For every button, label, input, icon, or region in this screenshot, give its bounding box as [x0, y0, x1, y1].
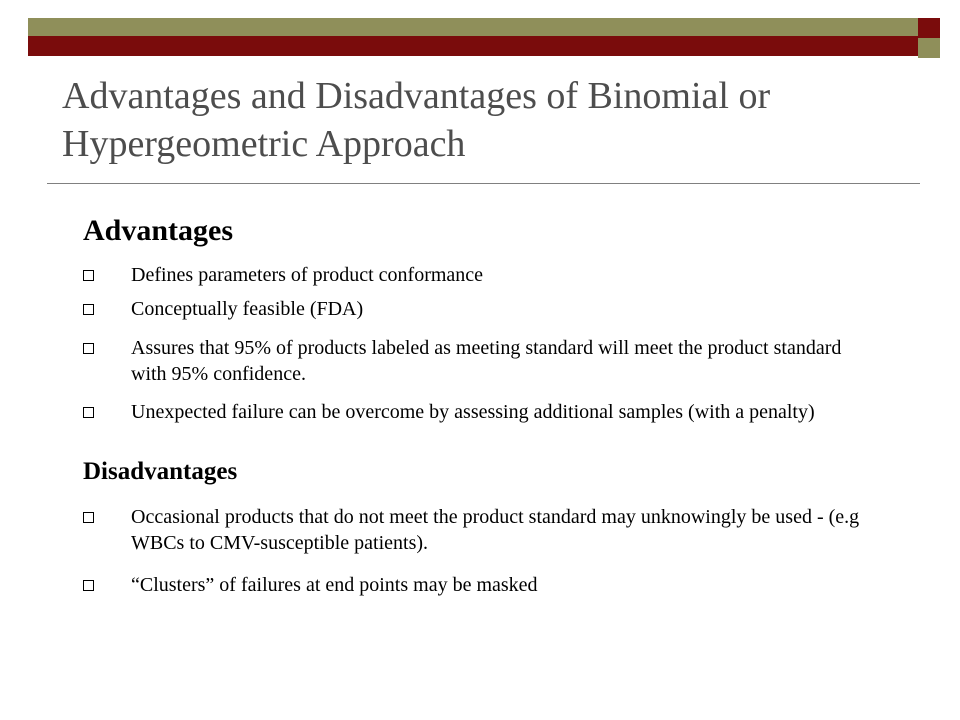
- band-corner-olive: [918, 38, 940, 58]
- slide-title: Advantages and Disadvantages of Binomial or Hypergeometric Approach: [62, 75, 771, 165]
- band-maroon-stripe: [28, 36, 918, 56]
- title-divider: [47, 183, 920, 184]
- disadvantages-heading: Disadvantages: [83, 458, 238, 485]
- advantage-item-text: Conceptually feasible (FDA): [131, 298, 364, 320]
- disadvantage-item-text: Occasional products that do not meet the product standard may unknowingly be used - (e.g WBCs to CMV-susceptible patients).: [131, 506, 860, 554]
- band-corner-maroon: [918, 18, 940, 38]
- disadvantage-item-text: “Clusters” of failures at end points may be masked: [131, 574, 538, 596]
- advantage-item-text: Unexpected failure can be overcome by assessing additional samples (with a penalty): [131, 401, 815, 423]
- advantage-item-text: Assures that 95% of products labeled as meeting standard will meet the product standard with 95% confidence.: [131, 337, 842, 385]
- hollow-square-icon: [83, 343, 94, 354]
- advantage-item: [83, 262, 873, 288]
- top-band-stripes: [28, 18, 918, 56]
- disadvantage-item: [83, 504, 873, 556]
- hollow-square-icon: [83, 512, 94, 523]
- advantage-item: [83, 335, 873, 387]
- hollow-square-icon: [83, 270, 94, 281]
- hollow-square-icon: [83, 580, 94, 591]
- advantage-item: [83, 296, 873, 322]
- advantage-item-text: Defines parameters of product conformance: [131, 264, 484, 286]
- disadvantage-item: [83, 572, 873, 598]
- hollow-square-icon: [83, 407, 94, 418]
- advantages-heading: Advantages: [83, 214, 234, 247]
- hollow-square-icon: [83, 304, 94, 315]
- band-olive-stripe: [28, 18, 918, 36]
- advantage-item: [83, 399, 873, 425]
